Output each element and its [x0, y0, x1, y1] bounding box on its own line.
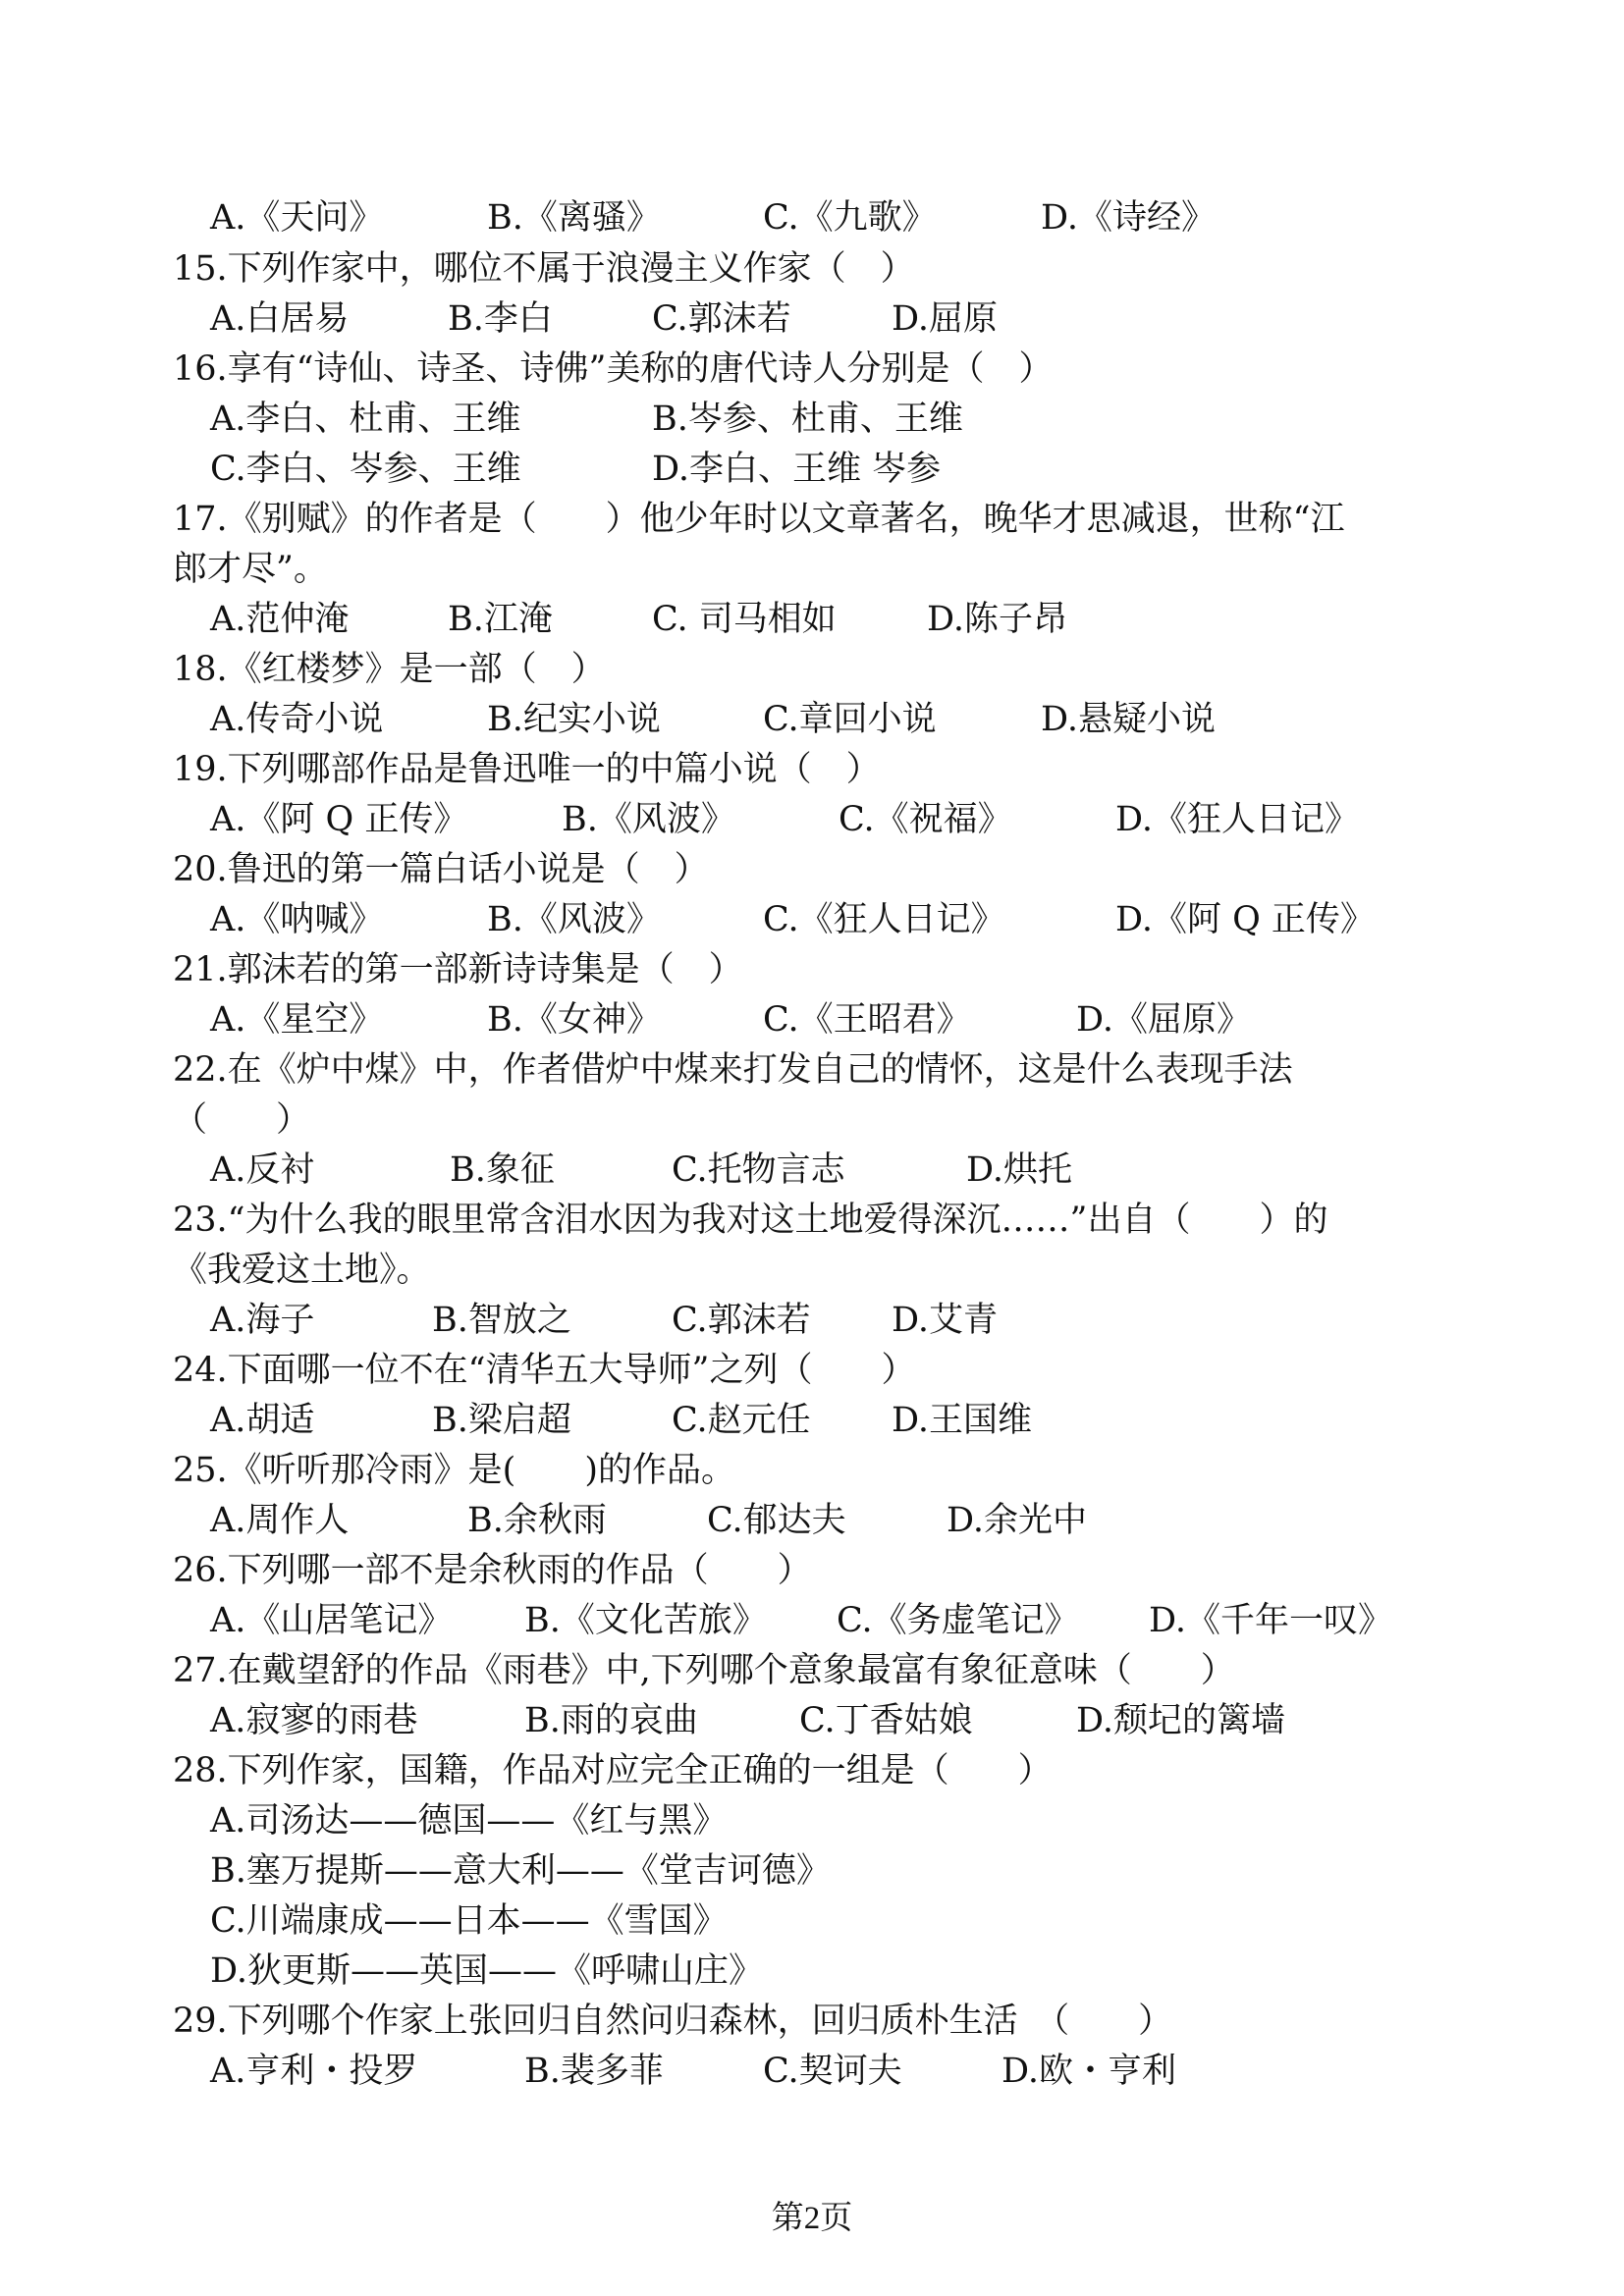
q25-option-a: A.周作人	[210, 1501, 350, 1540]
q26-option-b: B.《文化苦旅》	[524, 1601, 767, 1640]
page-number: 第2页	[771, 2201, 853, 2236]
q19-option-c: C.《祝福》	[839, 800, 1012, 839]
q29-stem: 29.下列哪个作家上张回归自然问归森林，回归质朴生活 （ ）	[173, 2002, 1173, 2041]
q17-stem-line2: 郎才尽”。	[173, 550, 328, 589]
q23-option-b: B.智放之	[432, 1301, 571, 1340]
q20-stem: 20.鲁迅的第一篇白话小说是（ ）	[173, 850, 709, 889]
q21-stem: 21.郭沫若的第一部新诗诗集是（ ）	[173, 950, 743, 989]
q19-stem: 19.下列哪部作品是鲁迅唯一的中篇小说（ ）	[173, 750, 881, 789]
q18-option-c: C.章回小说	[763, 700, 937, 739]
q24-option-a: A.胡适	[210, 1401, 315, 1440]
q16-option-a: A.李白、杜甫、王维	[210, 400, 521, 439]
q28-option-a: A.司汤达——德国——《红与黑》	[210, 1801, 728, 1841]
q22-option-c: C.托物言志	[672, 1150, 845, 1190]
q29-option-b: B.裴多菲	[524, 2052, 664, 2091]
q26-option-c: C.《务虚笔记》	[837, 1601, 1079, 1640]
q16-option-d: D.李白、王维 岑参	[652, 450, 942, 489]
q28-option-d: D.狄更斯——英国——《呼啸山庄》	[210, 1951, 763, 1991]
q27-stem: 27.在戴望舒的作品《雨巷》中,下列哪个意象最富有象征意味（ ）	[173, 1651, 1235, 1690]
q23-option-a: A.海子	[210, 1301, 315, 1340]
q25-stem: 25.《听听那冷雨》是( )的作品。	[173, 1451, 735, 1490]
q24-option-b: B.梁启超	[432, 1401, 571, 1440]
q20-option-b: B.《风波》	[487, 900, 661, 939]
q23-option-d: D.艾青	[892, 1301, 998, 1340]
q23-option-c: C.郭沫若	[672, 1301, 811, 1340]
q16-option-b: B.岑参、杜甫、王维	[652, 400, 963, 439]
q15-stem: 15.下列作家中，哪位不属于浪漫主义作家（ ）	[173, 249, 915, 289]
q28-stem: 28.下列作家，国籍，作品对应完全正确的一组是（ ）	[173, 1751, 1053, 1790]
q17-option-a: A.范仲淹	[210, 600, 350, 639]
q17-option-b: B.江淹	[448, 600, 553, 639]
q22-option-b: B.象征	[450, 1150, 555, 1190]
q24-option-d: D.王国维	[892, 1401, 1032, 1440]
q21-option-d: D.《屈原》	[1076, 1000, 1251, 1040]
q23-stem-line2: 《我爱这土地》。	[173, 1251, 431, 1290]
q21-option-a: A.《星空》	[210, 1000, 384, 1040]
q15-option-a: A.白居易	[210, 299, 350, 339]
q27-option-a: A.寂寥的雨巷	[210, 1701, 418, 1740]
q21-option-b: B.《女神》	[487, 1000, 661, 1040]
q24-stem: 24.下面哪一位不在“清华五大导师”之列（ ）	[173, 1351, 916, 1390]
q15-option-d: D.屈原	[892, 299, 998, 339]
q20-option-c: C.《狂人日记》	[763, 900, 1005, 939]
q19-option-b: B.《风波》	[562, 800, 735, 839]
q20-option-d: D.《阿 Q 正传》	[1115, 900, 1375, 939]
q17-option-d: D.陈子昂	[927, 600, 1067, 639]
q27-option-c: C.丁香姑娘	[799, 1701, 973, 1740]
q19-option-d: D.《狂人日记》	[1115, 800, 1359, 839]
q18-option-b: B.纪实小说	[487, 700, 661, 739]
q18-option-d: D.悬疑小说	[1041, 700, 1216, 739]
q16-stem: 16.享有“诗仙、诗圣、诗佛”美称的唐代诗人分别是（ ）	[173, 349, 1054, 389]
q22-option-a: A.反衬	[210, 1150, 315, 1190]
q17-stem-line1: 17.《别赋》的作者是（ ）他少年时以文章著名，晚华才思减退，世称“江	[173, 500, 1345, 539]
q14-option-a: A.《天问》	[210, 198, 384, 238]
q29-option-c: C.契诃夫	[763, 2052, 902, 2091]
q26-option-a: A.《山居笔记》	[210, 1601, 453, 1640]
q19-option-a: A.《阿 Q 正传》	[210, 800, 468, 839]
q28-option-c: C.川端康成——日本——《雪国》	[210, 1901, 728, 1941]
q25-option-b: B.余秋雨	[467, 1501, 607, 1540]
q26-stem: 26.下列哪一部不是余秋雨的作品（ ）	[173, 1551, 812, 1590]
q29-option-a: A.亨利・投罗	[210, 2052, 418, 2091]
q16-option-c: C.李白、岑参、王维	[210, 450, 521, 489]
q25-option-c: C.郁达夫	[707, 1501, 846, 1540]
q26-option-d: D.《千年一叹》	[1149, 1601, 1392, 1640]
q28-option-b: B.塞万提斯——意大利——《堂吉诃德》	[210, 1851, 831, 1891]
q23-stem-line1: 23.“为什么我的眼里常含泪水因为我对这土地爱得深沉……”出自（ ）的	[173, 1201, 1328, 1240]
q27-option-b: B.雨的哀曲	[524, 1701, 698, 1740]
q14-option-d: D.《诗经》	[1041, 198, 1216, 238]
q24-option-c: C.赵元任	[672, 1401, 811, 1440]
q22-stem-line1: 22.在《炉中煤》中，作者借炉中煤来打发自己的情怀，这是什么表现手法	[173, 1050, 1293, 1090]
q15-option-b: B.李白	[448, 299, 553, 339]
q20-option-a: A.《呐喊》	[210, 900, 384, 939]
q18-stem: 18.《红楼梦》是一部（ ）	[173, 650, 606, 689]
q18-option-a: A.传奇小说	[210, 700, 384, 739]
q21-option-c: C.《王昭君》	[763, 1000, 971, 1040]
q22-stem-line2: （ ）	[173, 1100, 311, 1140]
q15-option-c: C.郭沫若	[652, 299, 791, 339]
q17-option-c: C. 司马相如	[652, 600, 837, 639]
q14-option-c: C.《九歌》	[763, 198, 937, 238]
q27-option-d: D.颓圮的篱墙	[1076, 1701, 1285, 1740]
q22-option-d: D.烘托	[966, 1150, 1072, 1190]
q25-option-d: D.余光中	[947, 1501, 1087, 1540]
q29-option-d: D.欧・亨利	[1001, 2052, 1176, 2091]
q14-option-b: B.《离骚》	[487, 198, 661, 238]
